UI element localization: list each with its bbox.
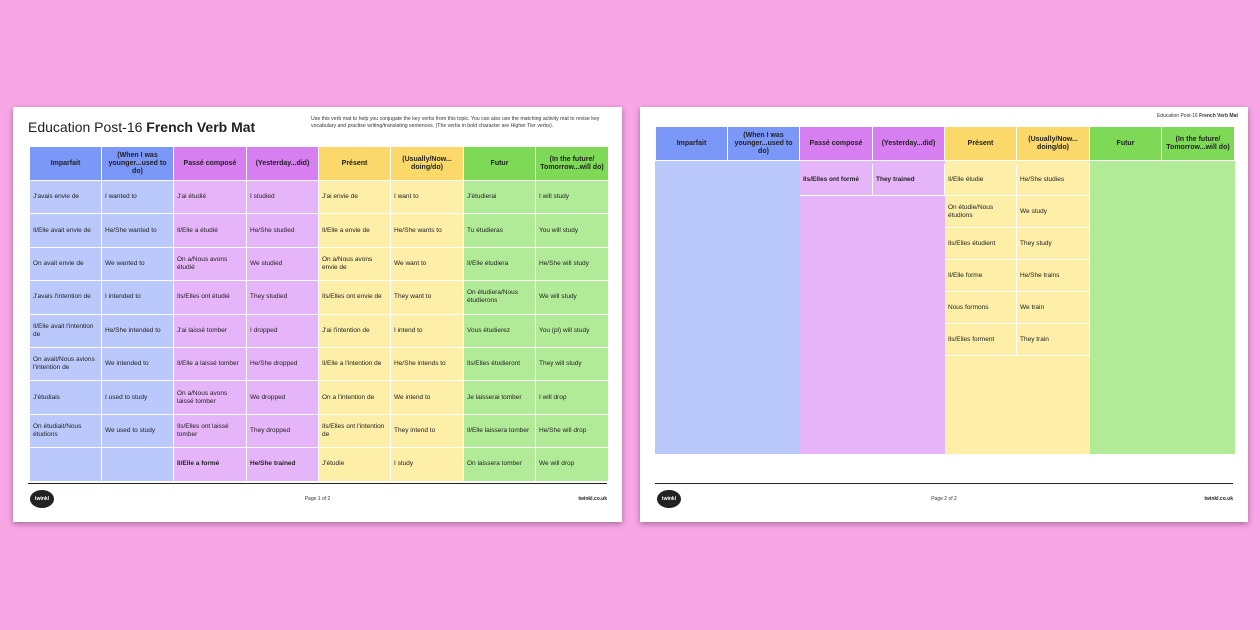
cell-passe-compose: Ils/Elles ont formé xyxy=(800,164,873,196)
cell-present: Ils/Elles ont envie de xyxy=(319,281,391,314)
cell-present-translation: He/She trains xyxy=(1017,260,1090,292)
cell-futur: Vous étudierez xyxy=(464,314,536,347)
cell-imparfait-translation: I used to study xyxy=(102,381,174,414)
cell-imparfait-translation xyxy=(728,356,800,388)
table-header-row xyxy=(30,147,609,181)
cell-futur xyxy=(1090,292,1162,324)
cell-futur: J'étudierai xyxy=(464,181,536,214)
cell-passe-compose xyxy=(800,260,873,292)
cell-passe-compose xyxy=(800,292,873,324)
table-row xyxy=(30,214,609,247)
cell-present: Ils/Elles ont l'intention de xyxy=(319,414,391,447)
table-row xyxy=(30,347,609,380)
cell-imparfait xyxy=(656,196,728,228)
cell-passe-compose-translation xyxy=(873,388,945,420)
table-row xyxy=(656,356,1235,388)
cell-imparfait xyxy=(656,164,728,196)
cell-futur-translation xyxy=(1162,164,1235,196)
table-row xyxy=(30,381,609,414)
cell-imparfait: On avait/Nous avions l'intention de xyxy=(30,347,102,380)
cell-imparfait: J'étudiais xyxy=(30,381,102,414)
cell-imparfait-translation: We wanted to xyxy=(102,247,174,280)
cell-passe-compose-translation xyxy=(873,260,945,292)
cell-present-translation: I want to xyxy=(391,181,464,214)
cell-present: On étudie/Nous étudions xyxy=(945,196,1017,228)
cell-passe-compose-translation xyxy=(873,228,945,260)
column-header-present-translation: (Usually/Now... doing/do) xyxy=(1017,127,1090,161)
cell-imparfait-translation xyxy=(728,196,800,228)
cell-present: J'étudie xyxy=(319,448,391,481)
cell-passe-compose-translation xyxy=(873,292,945,324)
cell-imparfait xyxy=(656,260,728,292)
cell-futur-translation: They will study xyxy=(536,347,609,380)
cell-present: J'ai envie de xyxy=(319,181,391,214)
column-header-imparfait: Imparfait xyxy=(656,127,728,161)
cell-futur xyxy=(1090,196,1162,228)
cell-passe-compose-translation xyxy=(873,356,945,388)
column-header-passe-compose: Passé composé xyxy=(800,127,873,161)
cell-futur xyxy=(1090,420,1162,454)
column-header-imparfait-translation: (When I was younger...used to do) xyxy=(728,127,800,161)
cell-futur: On étudiera/Nous étudierons xyxy=(464,281,536,314)
cell-present-translation xyxy=(1017,420,1090,454)
cell-futur: On laissera tomber xyxy=(464,448,536,481)
cell-passe-compose-translation: They trained xyxy=(873,164,945,196)
cell-futur: Tu étudieras xyxy=(464,214,536,247)
site-link[interactable]: twinkl.co.uk xyxy=(578,496,607,502)
table-header-row xyxy=(656,127,1235,161)
table-body xyxy=(30,181,609,482)
page-header xyxy=(1157,113,1238,119)
cell-present-translation xyxy=(1017,388,1090,420)
cell-passe-compose-translation: I studied xyxy=(247,181,319,214)
cell-passe-compose-translation xyxy=(873,420,945,454)
cell-passe-compose: Ils/Elles ont laissé tomber xyxy=(174,414,247,447)
cell-passe-compose xyxy=(800,420,873,454)
cell-imparfait xyxy=(656,292,728,324)
cell-passe-compose xyxy=(800,228,873,260)
cell-futur xyxy=(1090,324,1162,356)
cell-present-translation: He/She intends to xyxy=(391,347,464,380)
table-row xyxy=(30,181,609,214)
cell-present-translation: We want to xyxy=(391,247,464,280)
cell-futur xyxy=(1090,388,1162,420)
cell-imparfait-translation xyxy=(728,164,800,196)
cell-present: Il/Elle forme xyxy=(945,260,1017,292)
cell-futur-translation: I will study xyxy=(536,181,609,214)
verb-mat-page-1 xyxy=(13,107,622,522)
verb-table-page-2 xyxy=(655,126,1235,454)
cell-imparfait-translation xyxy=(728,292,800,324)
cell-futur-translation xyxy=(1162,324,1235,356)
page-number: Page 2 of 2 xyxy=(931,496,957,502)
cell-futur: Il/Elle laissera tomber xyxy=(464,414,536,447)
cell-imparfait-translation: I intended to xyxy=(102,281,174,314)
page-title xyxy=(28,119,255,135)
footer-divider xyxy=(655,483,1233,484)
cell-present xyxy=(945,356,1017,388)
cell-futur-translation xyxy=(1162,228,1235,260)
cell-present: Ils/Elles forment xyxy=(945,324,1017,356)
cell-passe-compose xyxy=(800,324,873,356)
cell-futur-translation xyxy=(1162,260,1235,292)
cell-present-translation: We train xyxy=(1017,292,1090,324)
cell-passe-compose xyxy=(800,356,873,388)
cell-imparfait-translation xyxy=(728,388,800,420)
cell-futur-translation xyxy=(1162,388,1235,420)
cell-futur-translation xyxy=(1162,196,1235,228)
cell-passe-compose-translation: I dropped xyxy=(247,314,319,347)
cell-present xyxy=(945,388,1017,420)
cell-present-translation: He/She studies xyxy=(1017,164,1090,196)
cell-futur-translation xyxy=(1162,292,1235,324)
cell-futur-translation: He/She will drop xyxy=(536,414,609,447)
table-row xyxy=(656,228,1235,260)
table-body xyxy=(656,161,1235,454)
cell-futur-translation: I will drop xyxy=(536,381,609,414)
cell-passe-compose: J'ai étudié xyxy=(174,181,247,214)
cell-imparfait-translation xyxy=(102,448,174,481)
column-header-imparfait: Imparfait xyxy=(30,147,102,181)
verb-table-page-1 xyxy=(29,146,609,482)
cell-passe-compose: J'ai laissé tomber xyxy=(174,314,247,347)
cell-passe-compose-translation: He/She dropped xyxy=(247,347,319,380)
cell-present: On a/Nous avons envie de xyxy=(319,247,391,280)
twinkl-logo: twinkl xyxy=(657,490,681,508)
cell-futur xyxy=(1090,356,1162,388)
cell-passe-compose-translation: They studied xyxy=(247,281,319,314)
cell-imparfait-translation: He/She intended to xyxy=(102,314,174,347)
cell-imparfait: On étudiait/Nous étudions xyxy=(30,414,102,447)
cell-imparfait: Il/Elle avait envie de xyxy=(30,214,102,247)
table-row xyxy=(30,247,609,280)
header-bold: French Verb Mat xyxy=(1199,113,1238,119)
cell-futur-translation: You (pl) will study xyxy=(536,314,609,347)
cell-imparfait-translation xyxy=(728,324,800,356)
cell-imparfait: J'avais envie de xyxy=(30,181,102,214)
cell-futur: Il/Elle étudiera xyxy=(464,247,536,280)
header-plain: Education Post-16 xyxy=(1156,113,1198,119)
cell-passe-compose-translation: He/She trained xyxy=(247,448,319,481)
cell-futur-translation: He/She will study xyxy=(536,247,609,280)
table-row xyxy=(656,388,1235,420)
table-row xyxy=(30,281,609,314)
cell-imparfait xyxy=(656,420,728,454)
cell-imparfait xyxy=(656,356,728,388)
cell-passe-compose: Il/Elle a étudié xyxy=(174,214,247,247)
footer-divider xyxy=(28,483,607,484)
cell-present-translation: They want to xyxy=(391,281,464,314)
cell-passe-compose-translation: We studied xyxy=(247,247,319,280)
column-header-present: Présent xyxy=(319,147,391,181)
cell-present-translation xyxy=(1017,356,1090,388)
cell-imparfait: Il/Elle avait l'intention de xyxy=(30,314,102,347)
cell-present-translation: I study xyxy=(391,448,464,481)
cell-imparfait-translation: I wanted to xyxy=(102,181,174,214)
cell-imparfait-translation: He/She wanted to xyxy=(102,214,174,247)
cell-passe-compose xyxy=(800,196,873,228)
cell-present: J'ai l'intention de xyxy=(319,314,391,347)
cell-present: Il/Elle a envie de xyxy=(319,214,391,247)
cell-futur: Ils/Elles étudieront xyxy=(464,347,536,380)
title-bold: French Verb Mat xyxy=(146,119,256,135)
cell-passe-compose: On a/Nous avons laissé tomber xyxy=(174,381,247,414)
cell-futur xyxy=(1090,164,1162,196)
cell-futur-translation: You will study xyxy=(536,214,609,247)
cell-passe-compose-translation: He/She studied xyxy=(247,214,319,247)
cell-imparfait-translation xyxy=(728,420,800,454)
twinkl-logo: twinkl xyxy=(30,490,54,508)
cell-imparfait xyxy=(30,448,102,481)
cell-imparfait-translation xyxy=(728,260,800,292)
cell-present-translation: They train xyxy=(1017,324,1090,356)
intro-text: Use this verb mat to help you conjugate the key verbs from this topic. You can also use the matching activity mat to revise key vocabulary and practise writing/translating sentences. (The verbs in bold character are Higher Tier verbs). xyxy=(311,116,600,129)
column-header-futur-translation: (In the future/ Tomorrow...will do) xyxy=(536,147,609,181)
table-row xyxy=(656,324,1235,356)
cell-present xyxy=(945,420,1017,454)
column-header-passe-compose: Passé composé xyxy=(174,147,247,181)
column-header-present: Présent xyxy=(945,127,1017,161)
cell-futur-translation: We will study xyxy=(536,281,609,314)
column-header-passe-compose-translation: (Yesterday...did) xyxy=(873,127,945,161)
cell-passe-compose: Il/Elle a laissé tomber xyxy=(174,347,247,380)
table-row xyxy=(656,420,1235,454)
site-link[interactable]: twinkl.co.uk xyxy=(1204,496,1233,502)
table-row xyxy=(656,292,1235,324)
cell-present-translation: We intend to xyxy=(391,381,464,414)
cell-passe-compose-translation xyxy=(873,196,945,228)
cell-imparfait xyxy=(656,388,728,420)
cell-present-translation: He/She wants to xyxy=(391,214,464,247)
column-header-futur: Futur xyxy=(1090,127,1162,161)
title-plain: Education Post-16 xyxy=(28,119,143,135)
cell-futur xyxy=(1090,260,1162,292)
table-row xyxy=(656,196,1235,228)
column-header-futur: Futur xyxy=(464,147,536,181)
cell-futur-translation xyxy=(1162,420,1235,454)
cell-futur-translation: We will drop xyxy=(536,448,609,481)
column-header-imparfait-translation: (When I was younger...used to do) xyxy=(102,147,174,181)
verb-mat-page-2 xyxy=(640,107,1248,522)
table-row xyxy=(656,260,1235,292)
cell-passe-compose xyxy=(800,388,873,420)
page-number: Page 1 of 2 xyxy=(304,496,331,502)
cell-passe-compose-translation: We dropped xyxy=(247,381,319,414)
cell-passe-compose: Ils/Elles ont étudié xyxy=(174,281,247,314)
table-row xyxy=(30,448,609,481)
cell-imparfait: J'avais l'intention de xyxy=(30,281,102,314)
cell-present-translation: They intend to xyxy=(391,414,464,447)
cell-present: Nous formons xyxy=(945,292,1017,324)
table-row xyxy=(656,164,1235,196)
cell-imparfait-translation: We intended to xyxy=(102,347,174,380)
cell-present-translation: They study xyxy=(1017,228,1090,260)
cell-imparfait xyxy=(656,228,728,260)
column-header-futur-translation: (In the future/ Tomorrow...will do) xyxy=(1162,127,1235,161)
cell-passe-compose-translation: They dropped xyxy=(247,414,319,447)
cell-imparfait-translation xyxy=(728,228,800,260)
cell-present: Il/Elle étudie xyxy=(945,164,1017,196)
cell-futur: Je laisserai tomber xyxy=(464,381,536,414)
cell-passe-compose: Il/Elle a formé xyxy=(174,448,247,481)
cell-futur-translation xyxy=(1162,356,1235,388)
cell-present-translation: We study xyxy=(1017,196,1090,228)
table-row xyxy=(30,314,609,347)
cell-present: Il/Elle a l'intention de xyxy=(319,347,391,380)
cell-passe-compose: On a/Nous avons étudié xyxy=(174,247,247,280)
column-header-present-translation: (Usually/Now... doing/do) xyxy=(391,147,464,181)
column-header-passe-compose-translation: (Yesterday...did) xyxy=(247,147,319,181)
table-row xyxy=(30,414,609,447)
cell-futur xyxy=(1090,228,1162,260)
cell-passe-compose-translation xyxy=(873,324,945,356)
cell-present: Ils/Elles étudient xyxy=(945,228,1017,260)
cell-present-translation: I intend to xyxy=(391,314,464,347)
cell-imparfait-translation: We used to study xyxy=(102,414,174,447)
cell-imparfait: On avait envie de xyxy=(30,247,102,280)
cell-present: On a l'intention de xyxy=(319,381,391,414)
cell-imparfait xyxy=(656,324,728,356)
